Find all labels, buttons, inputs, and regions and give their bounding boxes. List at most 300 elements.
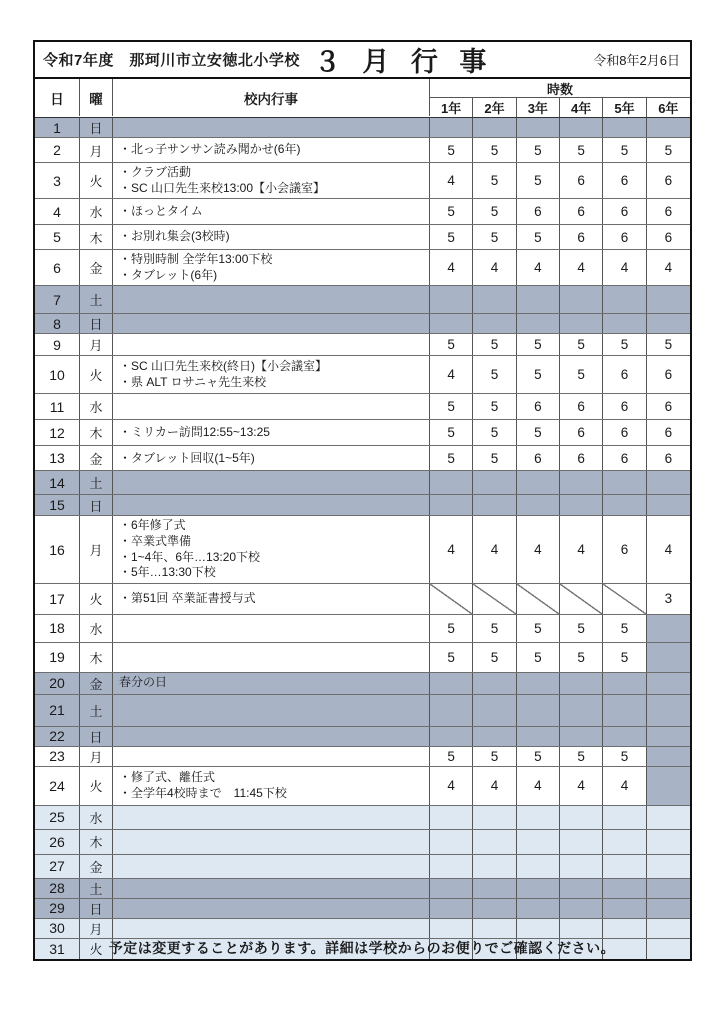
hours-grade-3	[517, 806, 560, 829]
event-text: 春分の日	[119, 675, 168, 690]
events-cell	[113, 138, 430, 162]
weekday-label: 月	[80, 334, 113, 355]
hours-grade-2: 5	[473, 163, 516, 198]
events-cell	[113, 584, 430, 614]
weekday-label: 土	[80, 879, 113, 898]
hours-grade-5	[603, 495, 646, 515]
hours-grade-5: 5	[603, 138, 646, 162]
hours-grade-2	[473, 727, 516, 746]
hours-grade-1	[430, 584, 473, 614]
day-number: 14	[35, 471, 80, 494]
hours-grade-6: 6	[664, 229, 673, 245]
hours-grade-4: 4	[560, 767, 603, 805]
day-number: 17	[35, 584, 80, 614]
hours-grade-5	[603, 879, 646, 898]
header-hours-group: 時数	[430, 79, 690, 98]
hours-grade-2	[473, 879, 516, 898]
hours-grade-3: 5	[517, 643, 560, 672]
hours-grade-5	[603, 286, 646, 313]
day-number: 18	[35, 615, 80, 642]
events-cell	[113, 695, 430, 726]
hours-grade-1	[430, 695, 473, 726]
hours-grade-3	[517, 855, 560, 878]
hours-grade-2: 5	[473, 356, 516, 393]
hours-grade-6: 6	[664, 425, 673, 441]
hours-grade-3: 5	[517, 747, 560, 766]
hours-grade-1: 4	[430, 250, 473, 285]
hours-grade-1	[430, 118, 473, 137]
weekday-label: 火	[80, 356, 113, 393]
hours-grade-4: 6	[560, 394, 603, 419]
table-row-day-24	[35, 767, 690, 806]
event-text: ・第51回 卒業証書授与式	[119, 590, 256, 605]
day-number: 15	[35, 495, 80, 515]
hours-grade-3	[517, 286, 560, 313]
hours-grade-6: 3	[664, 591, 673, 607]
weekday-label: 月	[80, 516, 113, 582]
weekday-label: 水	[80, 394, 113, 419]
weekday-label: 火	[80, 939, 113, 959]
hours-grade-5: 6	[603, 356, 646, 393]
hours-grade-3	[517, 830, 560, 854]
day-number: 12	[35, 420, 80, 445]
hours-grade-5	[603, 806, 646, 829]
weekday-label: 日	[80, 314, 113, 333]
events-cell	[113, 356, 430, 393]
hours-grade-2	[473, 471, 516, 494]
footer-note: 予定は変更することがあります。詳細は学校からのお便りでご確認ください。	[108, 940, 616, 956]
hours-grade-3	[517, 727, 560, 746]
hours-grade-3	[517, 899, 560, 918]
hours-grade-5: 4	[603, 767, 646, 805]
day-number: 19	[35, 643, 80, 672]
hours-grade-2: 4	[473, 516, 516, 582]
events-cell	[113, 806, 430, 829]
table-row-day-9	[35, 334, 690, 356]
table-row-day-10	[35, 356, 690, 394]
table-row-day-17	[35, 584, 690, 615]
hours-grade-4: 6	[560, 446, 603, 470]
day-number: 6	[35, 250, 80, 285]
hours-grade-2	[473, 584, 516, 614]
hours-grade-5: 6	[603, 163, 646, 198]
day-number: 27	[35, 855, 80, 878]
day-number: 21	[35, 695, 80, 726]
hours-grade-4: 5	[560, 615, 603, 642]
table-row-day-3	[35, 163, 690, 199]
hours-grade-2	[473, 919, 516, 938]
weekday-label: 日	[80, 727, 113, 746]
day-number: 7	[35, 286, 80, 313]
weekday-label: 木	[80, 420, 113, 445]
table-row-day-15	[35, 495, 690, 516]
hours-grade-4: 6	[560, 163, 603, 198]
table-row-day-30	[35, 919, 690, 939]
hours-grade-5	[603, 855, 646, 878]
hours-grade-2: 5	[473, 643, 516, 672]
hours-grade-6	[647, 727, 690, 746]
hours-grade-6: 4	[664, 542, 673, 558]
hours-grade-3: 5	[517, 420, 560, 445]
hours-grade-1: 5	[430, 225, 473, 249]
hours-grade-6	[647, 747, 690, 766]
hours-grade-3: 6	[517, 199, 560, 224]
day-number: 31	[35, 939, 80, 959]
event-text: ・タブレット回収(1~5年)	[119, 450, 255, 465]
weekday-label: 月	[80, 138, 113, 162]
events-cell	[113, 286, 430, 313]
calendar-rows	[35, 118, 690, 959]
hours-grade-5: 6	[603, 420, 646, 445]
issue-date: 令和8年2月6日	[593, 53, 680, 68]
table-row-day-18	[35, 615, 690, 643]
event-text: ・SC 山口先生来校(終日)【小会議室】 ・県 ALT ロサニャ先生来校	[119, 359, 327, 389]
weekday-label: 日	[80, 899, 113, 918]
hours-grade-5	[603, 695, 646, 726]
hours-grade-6	[647, 767, 690, 805]
hours-grade-4	[560, 695, 603, 726]
weekday-label: 火	[80, 163, 113, 198]
hours-grade-4	[560, 879, 603, 898]
hours-grade-1: 5	[430, 138, 473, 162]
hours-grade-3	[517, 471, 560, 494]
day-number: 16	[35, 516, 80, 582]
hours-grade-5	[603, 727, 646, 746]
table-row-day-5	[35, 225, 690, 250]
table-row-day-8	[35, 314, 690, 334]
hours-grade-1	[430, 879, 473, 898]
hours-grade-4: 5	[560, 643, 603, 672]
hours-grade-1: 5	[430, 446, 473, 470]
events-cell	[113, 394, 430, 419]
day-number: 8	[35, 314, 80, 333]
events-cell	[113, 420, 430, 445]
table-row-day-13	[35, 446, 690, 471]
event-text: ・ほっとタイム	[119, 203, 203, 218]
hours-grade-2: 5	[473, 615, 516, 642]
hours-grade-1: 5	[430, 747, 473, 766]
event-text: ・特別時制 全学年13:00下校 ・タブレット(6年)	[119, 252, 273, 282]
table-row-day-12	[35, 420, 690, 446]
hours-grade-3: 5	[517, 138, 560, 162]
day-number: 11	[35, 394, 80, 419]
header-grade-3: 3年	[517, 98, 560, 117]
header-grade-5: 5年	[603, 98, 646, 117]
hours-grade-3	[517, 584, 560, 614]
hours-grade-1	[430, 471, 473, 494]
hours-grade-3: 4	[517, 250, 560, 285]
weekday-label: 土	[80, 471, 113, 494]
hours-grade-1	[430, 919, 473, 938]
events-cell	[113, 314, 430, 333]
table-row-day-23	[35, 747, 690, 767]
weekday-label: 日	[80, 118, 113, 137]
events-cell	[113, 643, 430, 672]
events-cell	[113, 516, 430, 582]
table-row-day-2	[35, 138, 690, 163]
table-row-day-14	[35, 471, 690, 495]
hours-grade-4	[560, 806, 603, 829]
table-row-day-20	[35, 673, 690, 695]
hours-grade-5	[603, 118, 646, 137]
table-row-day-27	[35, 855, 690, 879]
hours-grade-1: 5	[430, 643, 473, 672]
hours-grade-3	[517, 495, 560, 515]
hours-grade-4: 5	[560, 356, 603, 393]
hours-grade-1	[430, 314, 473, 333]
hours-grade-2: 5	[473, 420, 516, 445]
hours-grade-1: 4	[430, 356, 473, 393]
events-cell	[113, 747, 430, 766]
hours-grade-2: 5	[473, 225, 516, 249]
weekday-label: 月	[80, 919, 113, 938]
weekday-label: 水	[80, 615, 113, 642]
hours-grade-3	[517, 118, 560, 137]
calendar-document	[33, 40, 692, 961]
table-row-day-7	[35, 286, 690, 314]
hours-grade-1: 4	[430, 163, 473, 198]
weekday-label: 火	[80, 584, 113, 614]
event-text: ・クラブ活動 ・SC 山口先生来校13:00【小会議室】	[119, 165, 326, 195]
hours-grade-1: 5	[430, 615, 473, 642]
event-text: ・修了式、離任式 ・全学年4校時まで 11:45下校	[119, 770, 287, 800]
weekday-label: 木	[80, 225, 113, 249]
day-number: 24	[35, 767, 80, 805]
hours-grade-4	[560, 286, 603, 313]
hours-grade-1: 4	[430, 767, 473, 805]
hours-grade-3: 5	[517, 334, 560, 355]
events-cell	[113, 495, 430, 515]
day-number: 4	[35, 199, 80, 224]
events-cell	[113, 471, 430, 494]
hours-grade-6	[647, 471, 690, 494]
hours-grade-2	[473, 806, 516, 829]
table-row-day-22	[35, 727, 690, 747]
day-number: 2	[35, 138, 80, 162]
hours-grade-3	[517, 919, 560, 938]
header-day: 日	[35, 79, 80, 116]
day-number: 26	[35, 830, 80, 854]
page-title: ３ 月 行 事	[313, 47, 494, 77]
hours-grade-5: 5	[603, 643, 646, 672]
hours-grade-4: 5	[560, 747, 603, 766]
hours-grade-4	[560, 314, 603, 333]
hours-grade-5	[603, 314, 646, 333]
hours-grade-2: 4	[473, 767, 516, 805]
table-row-day-1	[35, 118, 690, 138]
hours-grade-3: 6	[517, 394, 560, 419]
events-cell	[113, 899, 430, 918]
day-number: 13	[35, 446, 80, 470]
hours-grade-2	[473, 286, 516, 313]
header-weekday: 曜	[80, 79, 113, 116]
fiscal-year-school-name: 令和7年度 那珂川市立安徳北小学校	[43, 52, 300, 69]
events-cell	[113, 673, 430, 694]
hours-grade-4	[560, 118, 603, 137]
hours-grade-2	[473, 855, 516, 878]
weekday-label: 木	[80, 643, 113, 672]
hours-grade-3	[517, 879, 560, 898]
events-cell	[113, 250, 430, 285]
day-number: 25	[35, 806, 80, 829]
hours-grade-5: 6	[603, 199, 646, 224]
hours-grade-2	[473, 673, 516, 694]
hours-grade-1	[430, 286, 473, 313]
weekday-label: 水	[80, 199, 113, 224]
hours-grade-4: 5	[560, 334, 603, 355]
hours-grade-6	[647, 314, 690, 333]
hours-grade-3: 5	[517, 225, 560, 249]
hours-grade-6: 5	[664, 337, 673, 353]
hours-grade-2: 4	[473, 250, 516, 285]
header-events: 校内行事	[113, 79, 430, 116]
events-cell	[113, 163, 430, 198]
hours-grade-6: 6	[664, 450, 673, 466]
hours-grade-2: 5	[473, 334, 516, 355]
hours-grade-2	[473, 830, 516, 854]
hours-grade-5	[603, 919, 646, 938]
hours-grade-6	[647, 806, 690, 829]
day-number: 5	[35, 225, 80, 249]
event-text: ・6年修了式 ・卒業式準備 ・1~4年、6年…13:20下校 ・5年…13:30下校	[119, 518, 261, 580]
hours-grade-4	[560, 830, 603, 854]
table-row-day-28	[35, 879, 690, 899]
day-number: 30	[35, 919, 80, 938]
hours-grade-1: 5	[430, 334, 473, 355]
hours-grade-5: 6	[603, 225, 646, 249]
hours-grade-6	[647, 695, 690, 726]
hours-grade-1	[430, 899, 473, 918]
hours-grade-2	[473, 495, 516, 515]
hours-grade-4	[560, 899, 603, 918]
hours-grade-1: 4	[430, 516, 473, 582]
hours-grade-2: 5	[473, 747, 516, 766]
hours-grade-4	[560, 919, 603, 938]
events-cell	[113, 855, 430, 878]
events-cell	[113, 767, 430, 805]
hours-grade-4	[560, 495, 603, 515]
day-number: 22	[35, 727, 80, 746]
title-bar	[35, 42, 690, 79]
hours-grade-4	[560, 673, 603, 694]
hours-grade-4: 4	[560, 250, 603, 285]
hours-grade-6: 6	[664, 399, 673, 415]
hours-grade-3: 5	[517, 356, 560, 393]
weekday-label: 金	[80, 446, 113, 470]
hours-grade-6	[647, 643, 690, 672]
hours-grade-3: 4	[517, 767, 560, 805]
day-number: 28	[35, 879, 80, 898]
hours-grade-4: 5	[560, 138, 603, 162]
events-cell	[113, 199, 430, 224]
hours-grade-2	[473, 314, 516, 333]
table-row-day-26	[35, 830, 690, 855]
weekday-label: 土	[80, 286, 113, 313]
hours-grade-3: 5	[517, 615, 560, 642]
hours-grade-4	[560, 855, 603, 878]
hours-grade-1	[430, 855, 473, 878]
header-grade-2: 2年	[473, 98, 516, 117]
hours-grade-2	[473, 695, 516, 726]
hours-grade-1: 5	[430, 394, 473, 419]
hours-grade-2: 5	[473, 394, 516, 419]
table-row-day-25	[35, 806, 690, 830]
hours-grade-3: 4	[517, 516, 560, 582]
events-cell	[113, 446, 430, 470]
event-text: ・ミリカー訪問12:55~13:25	[119, 425, 270, 440]
hours-grade-6	[647, 830, 690, 854]
hours-grade-1: 5	[430, 199, 473, 224]
hours-grade-3: 6	[517, 446, 560, 470]
hours-grade-5	[603, 471, 646, 494]
hours-grade-3	[517, 314, 560, 333]
weekday-label: 木	[80, 830, 113, 854]
hours-grade-6	[647, 899, 690, 918]
weekday-label: 金	[80, 673, 113, 694]
hours-grade-5	[603, 584, 646, 614]
weekday-label: 日	[80, 495, 113, 515]
events-cell	[113, 830, 430, 854]
table-row-day-29	[35, 899, 690, 919]
hours-grade-1: 5	[430, 420, 473, 445]
hours-grade-6: 4	[664, 260, 673, 276]
hours-grade-3	[517, 695, 560, 726]
hours-grade-4	[560, 471, 603, 494]
hours-grade-5: 6	[603, 394, 646, 419]
hours-grade-2: 5	[473, 199, 516, 224]
table-row-day-11	[35, 394, 690, 420]
hours-grade-4: 6	[560, 420, 603, 445]
hours-grade-2	[473, 899, 516, 918]
day-number: 1	[35, 118, 80, 137]
hours-grade-4	[560, 727, 603, 746]
day-number: 3	[35, 163, 80, 198]
hours-grade-2: 5	[473, 138, 516, 162]
events-cell	[113, 727, 430, 746]
hours-grade-5: 6	[603, 516, 646, 582]
day-number: 10	[35, 356, 80, 393]
hours-grade-4	[560, 584, 603, 614]
weekday-label: 土	[80, 695, 113, 726]
weekday-label: 月	[80, 747, 113, 766]
hours-grade-5: 5	[603, 615, 646, 642]
hours-grade-5	[603, 830, 646, 854]
day-number: 23	[35, 747, 80, 766]
events-cell	[113, 334, 430, 355]
header-grade-1: 1年	[430, 98, 473, 117]
hours-grade-5	[603, 899, 646, 918]
day-number: 29	[35, 899, 80, 918]
hours-grade-5: 6	[603, 446, 646, 470]
hours-grade-2: 5	[473, 446, 516, 470]
hours-grade-6	[647, 495, 690, 515]
weekday-label: 水	[80, 806, 113, 829]
table-row-day-4	[35, 199, 690, 225]
weekday-label: 火	[80, 767, 113, 805]
hours-grade-1	[430, 673, 473, 694]
hours-grade-6	[647, 286, 690, 313]
table-header	[35, 79, 690, 118]
hours-grade-6	[647, 879, 690, 898]
hours-grade-5	[603, 673, 646, 694]
hours-grade-6	[647, 615, 690, 642]
hours-grade-4: 4	[560, 516, 603, 582]
hours-grade-6: 5	[664, 142, 673, 158]
events-cell	[113, 615, 430, 642]
event-text: ・お別れ集会(3校時)	[119, 229, 230, 244]
hours-grade-1	[430, 806, 473, 829]
hours-grade-6	[647, 673, 690, 694]
